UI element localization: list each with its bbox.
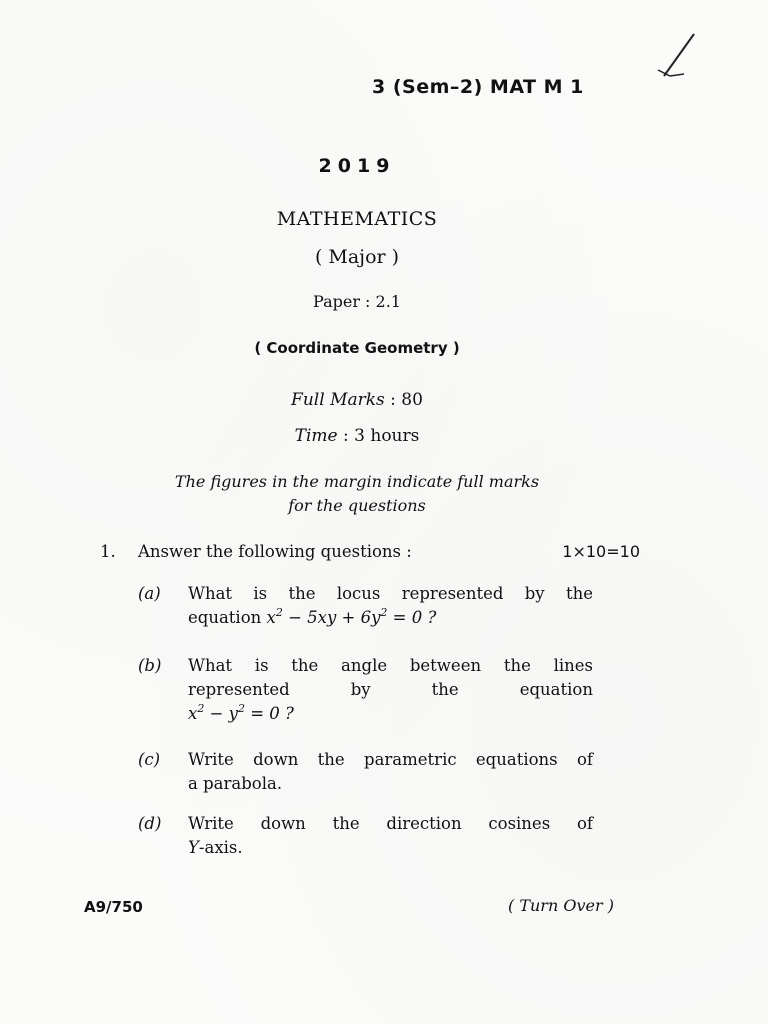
marks-note-line-2: for the questions	[288, 496, 426, 515]
equation: $x^2 - 5xy + 6y^2 = 0$ ?	[266, 606, 437, 627]
sub-question-line: represented by the equation	[188, 680, 593, 699]
full-marks	[0, 390, 714, 410]
marks-note-line-1: The figures in the margin indicate full marks	[174, 472, 540, 491]
subject-level: ( Major )	[314, 246, 400, 268]
axis-suffix: -axis.	[198, 838, 243, 857]
subject-title: MATHEMATICS	[276, 208, 438, 230]
time-label: Time	[294, 426, 338, 446]
sub-question-label: (c)	[138, 750, 161, 769]
sub-question-line: a parabola.	[188, 774, 283, 793]
question-text: Answer the following questions :	[138, 542, 412, 561]
axis-letter: Y	[188, 838, 199, 857]
sub-question-line: Write down the parametric equations of	[188, 750, 593, 769]
question-marks: 1×10=10	[562, 542, 640, 561]
time-value: : 3 hours	[337, 426, 420, 446]
sub-question-line: What is the angle between the lines	[188, 656, 593, 675]
equation-prefix: equation	[188, 608, 267, 627]
exam-year: 2019	[318, 155, 396, 177]
paper-number: Paper : 2.1	[313, 292, 401, 311]
sub-question-line: Write down the direction cosines of	[188, 814, 593, 833]
question-number: 1.	[100, 542, 116, 561]
exam-time	[0, 426, 714, 446]
paper-topic: ( Coordinate Geometry )	[254, 339, 460, 357]
tick-mark-icon	[650, 30, 700, 82]
turn-over-label: ( Turn Over )	[508, 896, 614, 915]
sub-question-label: (b)	[138, 656, 162, 675]
marks-note	[0, 470, 714, 518]
sub-question-line: What is the locus represented by the	[188, 584, 593, 603]
sub-question-line	[188, 836, 593, 860]
full-marks-value: : 80	[384, 390, 423, 410]
sub-question-label: (a)	[138, 584, 161, 603]
paper-code: 3 (Sem–2) MAT M 1	[372, 76, 584, 98]
sub-question-line	[188, 606, 593, 630]
full-marks-label: Full Marks	[291, 390, 385, 410]
sub-question-label: (d)	[138, 814, 162, 833]
footer-code: A9/750	[84, 898, 143, 916]
equation: $x^2 - y^2 = 0$ ?	[188, 702, 294, 723]
